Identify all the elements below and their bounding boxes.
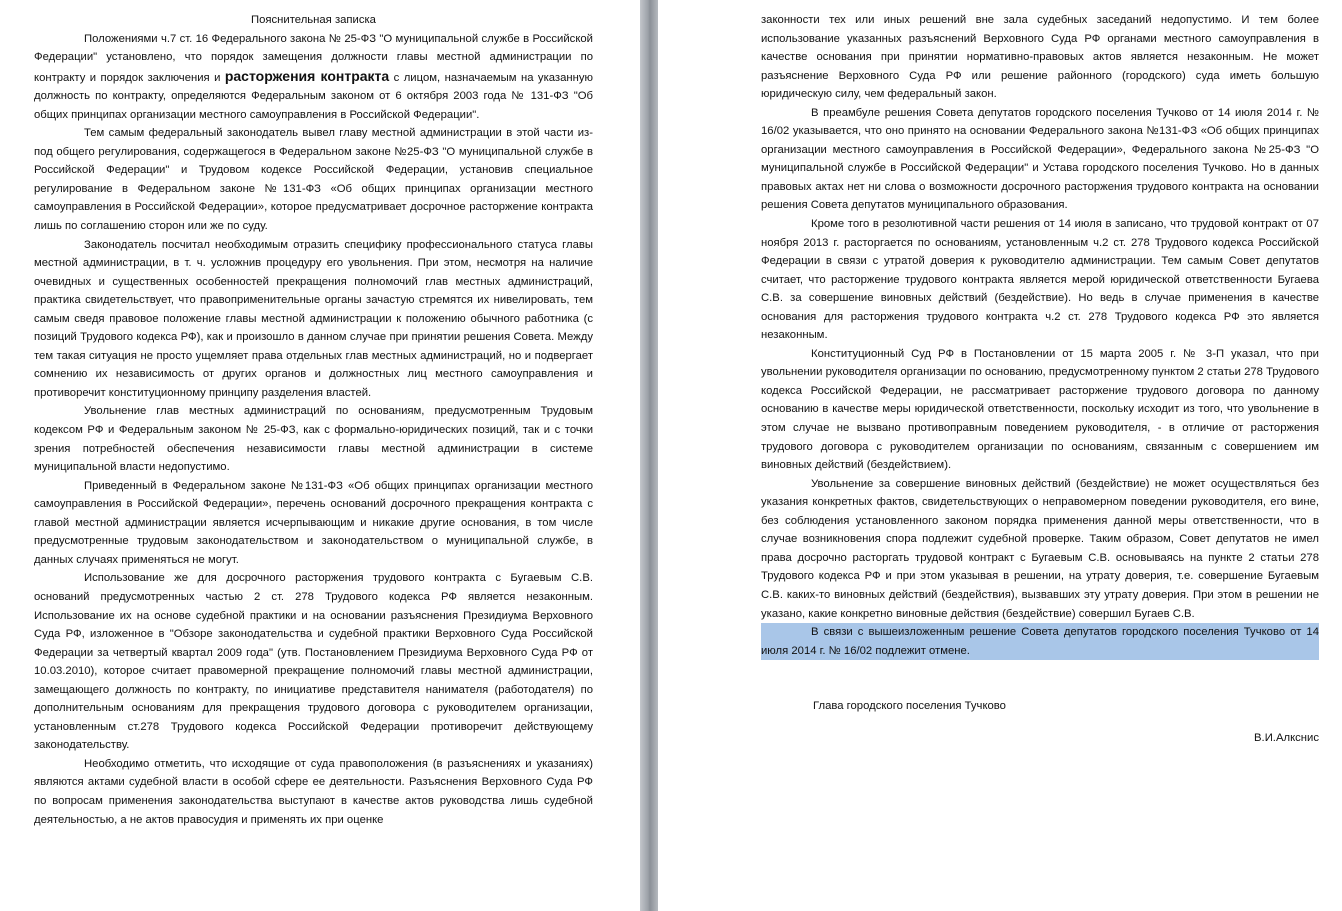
paragraph-4: Увольнение глав местных администраций по основаниям, предусмотренным Трудовым кодексом РФ и Федеральным законом № 25-ФЗ, как с формально-юридических позиций, так и с точки зрения потребностей обеспечения независимости главы местной администрации в системе муниципальной власти недопустимо. xyxy=(34,405,593,474)
paragraph-10: Кроме того в резолютивной части решения от 14 июля в записано, что трудовой контракт от 07 ноября 2013 г. расторгается по основаниям, установленным ч.2 ст. 278 Трудового кодекса Российской Федерации в связи с утратой доверия к руководителю администрации. Тем самым Совет депутатов считает, что расторжение трудового контракта является мерой юридической ответственности Бугаева С.В. за совершение виновных действий (бездействие). Но ведь в случае применения в качестве основания для расторжения трудового контракта ч.2 ст. 278 Трудового кодекса РФ это является незаконным. xyxy=(761,218,1319,342)
spacer xyxy=(761,660,1319,697)
document-page-left xyxy=(0,0,640,911)
paragraph-6: Использование же для досрочного расторжения трудового контракта с Бугаевым С.В. оснований предусмотренных частью 2 ст. 278 Трудового кодекса РФ является незаконным. Использование их на основе судебной практики и на основании разъяснения Президиума Верховного Суда РФ, изложенное в "Обзоре законодательства и судебной практики Верховного Суда Российской Федерации за четвертый квартал 2009 года" (утв. Постановлением Президиума Верховного Суда РФ от 10.03.2010), которое считает правомерной прекращение полномочий главы местной администрации, замещающего должность по контракту, по инициативе представителя нанимателя (работодателя) по дополнительным основаниям для прекращения трудового договора с руководителем организации, установленным ст.278 Трудового кодекса Российской Федерации противоречит действующему законодательству. xyxy=(34,572,593,752)
paragraph-1 xyxy=(34,30,593,125)
document-title: Пояснительная записка xyxy=(251,14,376,26)
document-page-right xyxy=(658,0,1342,911)
paragraph-5: Приведенный в Федеральном законе №131-ФЗ «Об общих принципах организации местного самоуправления в Российской Федерации», перечень оснований досрочного прекращения контракта с главой местной администрации является исчерпывающим и никакие другие основания, в том числе предусмотренные трудовым законодательством и законодательством о муниципальной службе, в данных случаях применяться не могут. xyxy=(34,479,593,566)
signature-title: Глава городского поселения Тучково xyxy=(813,700,1006,713)
paragraph-7: Необходимо отметить, что исходящие от суда правоположения (в разъяснениях и указаниях) являются актами судебной власти в особой сфере ее деятельности. Разъяснения Верховного Суда РФ по вопросам применения законодательства выступают в качестве актов руководства лишь судебной деятельностью, а не актов правосудия и применять их при оценке xyxy=(34,757,593,826)
paragraph-9: В преамбуле решения Совета депутатов городского поселения Тучково от 14 июля 2014 г. № 16/02 указывается, что оно принято на основании Федерального закона №131-ФЗ «Об общих принципах организации местного самоуправления в Российской Федерации», Федерального закона №25-ФЗ "О муниципальной службе в Российской Федерации" и Устава городского поселения Тучково. Но в данных правовых актах нет ни слова о возможности досрочного расторжения трудового контракта на основании решения Совета депутатов муниципального образования. xyxy=(761,106,1319,212)
selected-text[interactable]: В связи с вышеизложенным решение Совета депутатов городского поселения Тучково от 14 июля 2014 г. № 16/02 подлежит отмене. xyxy=(761,626,1319,657)
paragraph-2: Тем самым федеральный законодатель вывел главу местной администрации в этой части из-под общего регулирования, содержащегося в Федеральном законе №25-ФЗ "О муниципальной службе в Российской Федерации" и Трудовом кодексе Российской Федерации, установив специальное регулирование в Федеральном законе №131-ФЗ «Об общих принципах организации местного самоуправления в Российской Федерации», которое предусматривает досрочное расторжение контракта лишь по соглашению сторон или же по суду. xyxy=(34,127,593,233)
emphasized-phrase: расторжения контракта xyxy=(224,67,390,84)
spacer xyxy=(761,716,1319,729)
paragraph-3: Законодатель посчитал необходимым отразить специфику профессионального статуса главы местной администрации, в т. ч. усложнив процедуру его увольнения. При этом, несмотря на наличие очевидных и существенных особенностей прекращения полномочий глав местных администраций, практика свидетельствует, что правоприменительные органы зачастую стремятся их нивелировать, тем самым сведя правовое положение главы местной администрации к положению обычного работника (с позиций Трудового кодекса РФ), как и произошло в данном случае при принятии решения Совета. Между тем такая ситуация не просто ущемляет права отдельных глав местных администраций, но и подвергает сомнению их независимость от других органов и должностных лиц местного самоуправления и противоречит конституционному принципу разделения властей. xyxy=(34,238,593,399)
signature-name: В.И.Алкснис xyxy=(1254,731,1319,744)
paragraph-12: Увольнение за совершение виновных действий (бездействие) не может осуществляться без указания конкретных фактов, свидетельствующих о неправомерном поведении руководителя, его вине, без соблюдения установленного законом порядка применения данной меры ответственности, что в случае возникновения спора подлежит судебной проверке. Таким образом, Совет депутатов не имел права досрочно расторгать трудовой контракт с Бугаевым С.В. основываясь на пункте 2 статьи 278 Трудового кодекса РФ и при этом указывая в решении, на утрату доверия, т.е. совершение Бугаевым С.В. каких-то виновных действий (бездействия), вызвавших эту утрату доверия. При этом в решении не указано, какие конкретно виновные действия (бездействие) совершил Бугаев С.В. xyxy=(761,477,1319,620)
paragraph-1-start: Положениями ч.7 ст. 16 Федерального закона № 25-ФЗ "О муниципальной службе в Российской Федерации" установлено, что порядок замещения должности главы местной администрации по контракту и порядок заключения и xyxy=(34,32,593,84)
paragraph-8: законности тех или иных решений вне зала судебных заседаний недопустимо. И тем более использование указанных разъяснений Верховного Суда РФ органами местного самоуправления в качестве основания при принятии нормативно-правовых актов является незаконным. Не может разъяснение Верховного Суда РФ или решение районного (городского) суда иметь большую юридическую силу, чем федеральный закон. xyxy=(761,14,1319,101)
page-text-right xyxy=(761,11,1319,747)
selected-paragraph[interactable] xyxy=(761,623,1319,660)
page-separator xyxy=(640,0,658,911)
paragraph-11: Конституционный Суд РФ в Постановлении от 15 марта 2005 г. № 3-П указал, что при увольнении руководителя организации по основанию, предусмотренному пунктом 2 статьи 278 Трудового кодекса Российской Федерации, не рассматривает расторжение трудового договора по данному основанию в качестве меры юридической ответственности, поскольку исходит из того, что увольнение в этом случае не вызвано противоправным поведением руководителя, - в отличие от расторжения трудового договора с руководителем организации по основаниям, связанным с совершением им виновных действий (бездействием). xyxy=(761,347,1319,472)
page-text-left xyxy=(34,11,593,829)
paragraph-1-end: с лицом, назначаемым на указанную должность по контракту, определяются Федеральным законом от 6 октября 2003 года № 131-ФЗ "Об общих принципах организации местного самоуправления в Российской Федерации". xyxy=(34,71,593,121)
